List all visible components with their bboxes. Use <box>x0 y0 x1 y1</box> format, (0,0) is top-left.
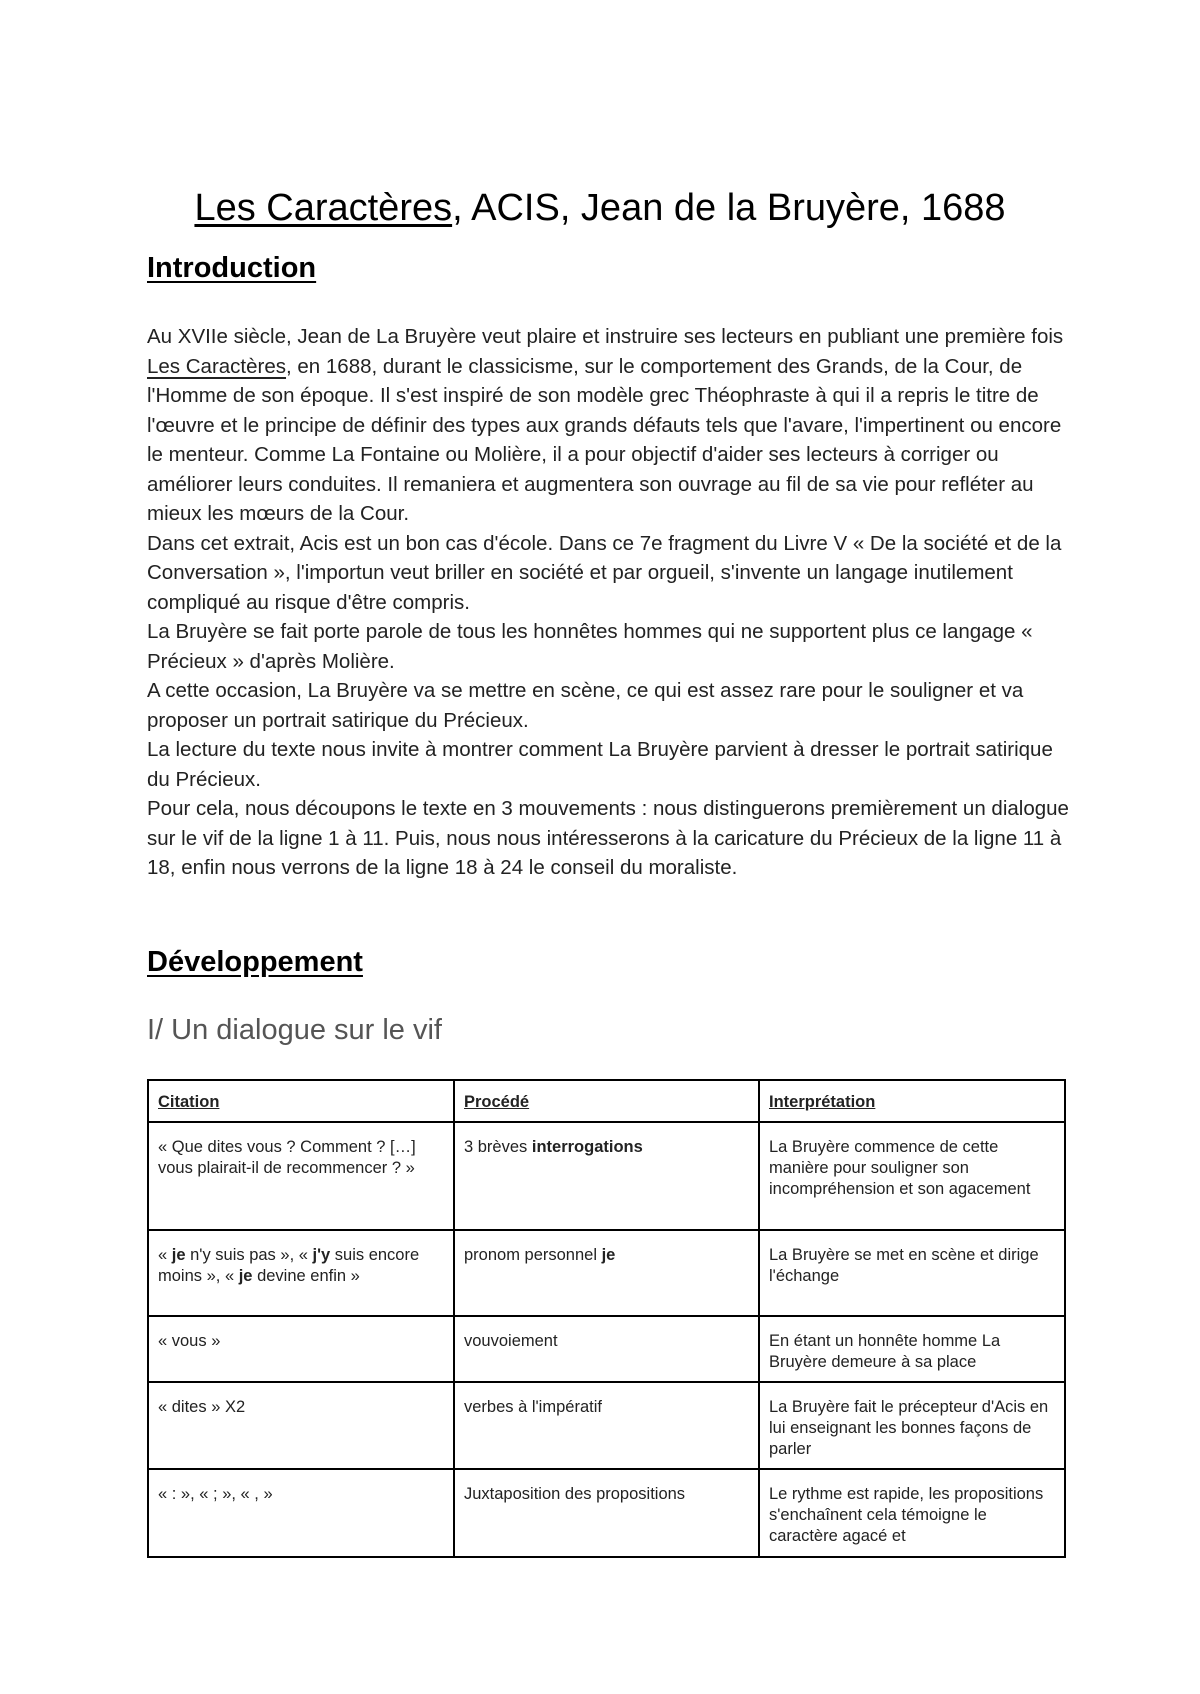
cell-procede: verbes à l'impératif <box>454 1382 759 1469</box>
cell-interpretation: La Bruyère fait le précepteur d'Acis en lui enseignant les bonnes façons de parler <box>759 1382 1065 1469</box>
introduction-body <box>147 322 1077 883</box>
intro-paragraph-6: Pour cela, nous découpons le texte en 3 mouvements : nous distinguerons premièrement un dialogue sur le vif de la ligne 1 à 11. Puis, nous nous intéresserons à la caricature du Précieux de la ligne 11 à 18, enfin nous verrons de la ligne 18 à 24 le conseil du moraliste. <box>147 797 1069 879</box>
procede-text: 3 brèves <box>464 1138 532 1156</box>
title-rest: , ACIS, Jean de la Bruyère, 1688 <box>452 187 1006 229</box>
procede-bold: interrogations <box>531 1138 643 1156</box>
cell-citation: « dites » X2 <box>148 1382 454 1469</box>
header-citation-label: Citation <box>158 1093 220 1111</box>
intro-paragraph-2: Dans cet extrait, Acis est un bon cas d'école. Dans ce 7e fragment du Livre V « De la société et de la Conversation », l'importun veut briller en société et par orgueil, s'invente un langage inutilement compliqué au risque d'être compris. <box>147 531 1062 614</box>
cit-bold: j'y <box>312 1246 331 1264</box>
table-row <box>148 1230 1065 1316</box>
cit-text: devine enfin » <box>252 1267 360 1285</box>
cit-text: « <box>158 1246 172 1264</box>
intro-p1-work: Les Caractères <box>147 354 287 378</box>
table-row <box>148 1469 1065 1557</box>
header-citation <box>148 1080 454 1122</box>
table-row <box>148 1316 1065 1382</box>
cell-procede: vouvoiement <box>454 1316 759 1382</box>
cell-citation: « : », « ; », « , » <box>148 1469 454 1557</box>
cell-interpretation: La Bruyère se met en scène et dirige l'échange <box>759 1230 1065 1316</box>
intro-paragraph-3: La Bruyère se fait porte parole de tous les honnêtes hommes qui ne supportent plus ce langage « Précieux » d'après Molière. <box>147 620 1033 673</box>
cell-citation: « Que dites vous ? Comment ? […] vous plairait-il de recommencer ? » <box>148 1122 454 1230</box>
table-row <box>148 1382 1065 1469</box>
cell-interpretation: La Bruyère commence de cette manière pour souligner son incompréhension et son agacement <box>759 1122 1065 1230</box>
table-header-row <box>148 1080 1065 1122</box>
cell-interpretation: En étant un honnête homme La Bruyère demeure à sa place <box>759 1316 1065 1382</box>
intro-p1-a: Au XVIIe siècle, Jean de La Bruyère veut plaire et instruire ses lecteurs en publiant une première fois <box>147 325 1064 348</box>
table-row <box>148 1122 1065 1230</box>
cit-text: n'y suis pas », « <box>185 1246 313 1264</box>
cell-procede: Juxtaposition des propositions <box>454 1469 759 1557</box>
procede-text: pronom personnel <box>464 1246 602 1264</box>
header-procede-label: Procédé <box>464 1093 530 1111</box>
cit-bold: je <box>171 1246 186 1264</box>
intro-paragraph-1 <box>147 322 1077 529</box>
page-title <box>0 183 1200 233</box>
intro-paragraph-5: La lecture du texte nous invite à montrer comment La Bruyère parvient à dresser le portrait satirique du Précieux. <box>147 738 1053 791</box>
analysis-table <box>147 1079 1066 1558</box>
header-interpretation-label: Interprétation <box>769 1093 876 1111</box>
title-work: Les Caractères <box>194 187 453 229</box>
cell-citation <box>148 1230 454 1316</box>
procede-bold: je <box>601 1246 616 1264</box>
section-heading: I/ Un dialogue sur le vif <box>147 1014 442 1046</box>
introduction-heading: Introduction <box>147 252 317 284</box>
cit-bold: je <box>238 1267 253 1285</box>
header-procede <box>454 1080 759 1122</box>
cit-text: suis encore moins », « <box>158 1246 420 1285</box>
cell-interpretation: Le rythme est rapide, les propositions s'enchaînent cela témoigne le caractère agacé et <box>759 1469 1065 1557</box>
header-interpretation <box>759 1080 1065 1122</box>
cell-procede <box>454 1122 759 1230</box>
cell-citation: « vous » <box>148 1316 454 1382</box>
cell-procede <box>454 1230 759 1316</box>
intro-paragraph-4: A cette occasion, La Bruyère va se mettre en scène, ce qui est assez rare pour le souligner et va proposer un portrait satirique du Précieux. <box>147 679 1024 732</box>
development-heading: Développement <box>147 946 363 978</box>
intro-p1-b: , en 1688, durant le classicisme, sur le comportement des Grands, de la Cour, de l'Homme de son époque. Il s'est inspiré de son modèle grec Théophraste à qui il a repris le titre de l'œuvre et le principe de définir des types aux grands défauts tels que l'avare, l'impertinent ou encore le menteur. Comme La Fontaine ou Molière, il a pour objectif d'aider ses lecteurs à corriger ou améliorer leurs conduites. Il remaniera et augmentera son ouvrage au fil de sa vie pour refléter au mieux les mœurs de la Cour. <box>147 354 1062 525</box>
